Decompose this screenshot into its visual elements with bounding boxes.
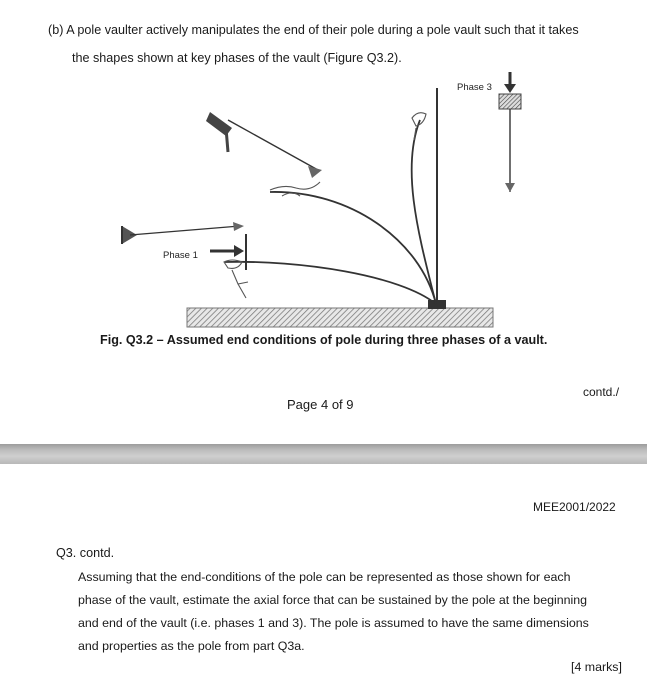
marks-label: [4 marks] xyxy=(571,660,622,674)
body-line: phase of the vault, estimate the axial force that can be sustained by the pole at the beginning xyxy=(78,593,588,607)
page-break xyxy=(0,444,647,464)
section-heading: Q3. contd. xyxy=(56,546,115,560)
phase-1-label: Phase 1 xyxy=(163,250,198,261)
question-body xyxy=(78,566,589,658)
phase-3-pole xyxy=(412,72,521,304)
vaulter-sketch-1 xyxy=(224,260,248,298)
contd-label: contd./ xyxy=(583,385,620,399)
ground-hatch xyxy=(187,308,493,327)
vaulter-sketch-2 xyxy=(270,182,320,196)
body-line: and properties as the pole from part Q3a. xyxy=(78,639,305,653)
page-number: Page 4 of 9 xyxy=(287,397,354,412)
phase-2-bent-pole xyxy=(270,192,436,304)
next-page xyxy=(0,464,647,700)
course-code: MEE2001/2022 xyxy=(533,500,616,514)
figure-caption: Fig. Q3.2 – Assumed end conditions of pole during three phases of a vault. xyxy=(100,333,548,347)
phase-2-pole xyxy=(206,112,322,178)
body-line: Assuming that the end-conditions of the pole can be represented as those shown for each xyxy=(78,570,571,584)
phase-3-label: Phase 3 xyxy=(457,82,492,93)
phase-1-bent-pole xyxy=(225,262,436,304)
body-line: and end of the vault (i.e. phases 1 and 3). The pole is assumed to have the same dimensions xyxy=(78,616,589,630)
pole-vault-figure xyxy=(0,0,647,340)
question-text-line-2: the shapes shown at key phases of the vault (Figure Q3.2). xyxy=(72,51,402,65)
question-text-line-1: (b) A pole vaulter actively manipulates the end of their pole during a pole vault such that it takes xyxy=(48,23,579,37)
